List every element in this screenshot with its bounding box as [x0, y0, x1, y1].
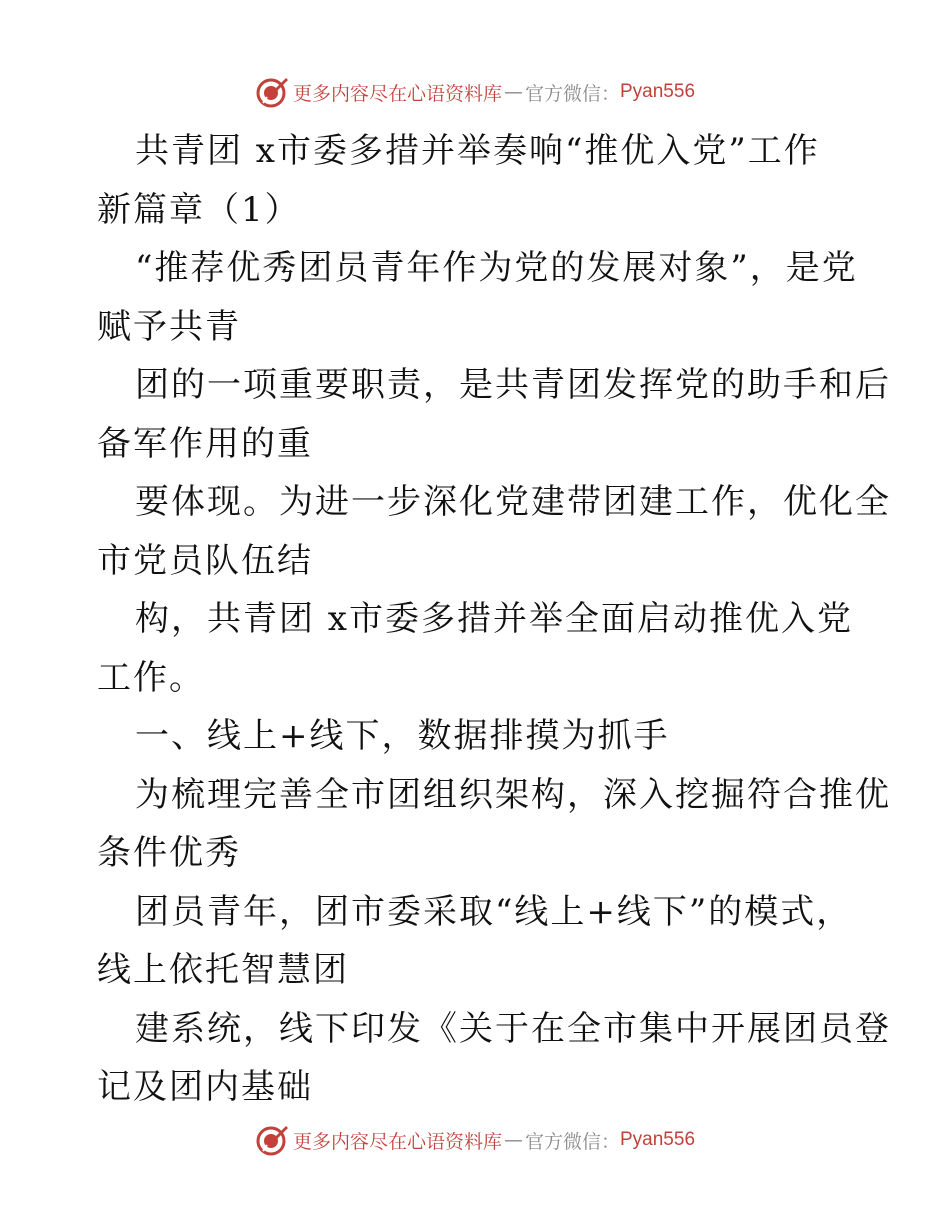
banner-wechat-label: 官方微信：: [524, 1130, 620, 1153]
pen-logo-icon: [255, 75, 289, 109]
document-body: [97, 122, 891, 1117]
banner-separator: —: [503, 1129, 523, 1151]
banner-wechat-label: 官方微信：: [524, 82, 620, 105]
footer-banner: [0, 1120, 950, 1160]
text-line: 建系统，线下印发《关于在全市集中开展团员登: [135, 1008, 891, 1049]
text-line: 条件优秀: [97, 833, 241, 873]
text-line: 一、线上+线下，数据排摸为抓手: [135, 716, 670, 756]
text-line: 备军作用的重: [97, 423, 313, 464]
text-line: “推荐优秀团员青年作为党的发展对象”，是党: [135, 248, 858, 288]
banner-wechat-id: Pyan556: [620, 81, 696, 102]
banner-separator: —: [503, 81, 523, 103]
text-line: 线上依托智慧团: [97, 950, 349, 990]
text-line: 团员青年，团市委采取“线上+线下”的模式，: [135, 891, 853, 932]
text-line: 团的一项重要职责，是共青团发挥党的助手和后: [135, 365, 891, 405]
text-line: 记及团内基础: [97, 1067, 313, 1107]
banner-promo-text: 更多内容尽在心语资料库: [292, 82, 502, 105]
text-line: 新篇章（1）: [97, 189, 301, 230]
text-line: 赋予共青: [97, 306, 241, 347]
text-line: 要体现。为进一步深化党建带团建工作，优化全: [135, 482, 891, 522]
text-line: 共青团 x市委多措并举奏响“推优入党”工作: [135, 131, 820, 171]
text-line: 市党员队伍结: [97, 540, 313, 581]
text-line: 构，共青团 x市委多措并举全面启动推优入党: [135, 599, 853, 639]
text-line: 为梳理完善全市团组织架构，深入挖掘符合推优: [135, 774, 891, 815]
pen-logo-icon: [255, 1123, 289, 1157]
banner-wechat-id: Pyan556: [620, 1129, 696, 1150]
header-banner: [0, 72, 950, 112]
text-line: 工作。: [97, 657, 205, 698]
banner-promo-text: 更多内容尽在心语资料库: [292, 1130, 502, 1153]
